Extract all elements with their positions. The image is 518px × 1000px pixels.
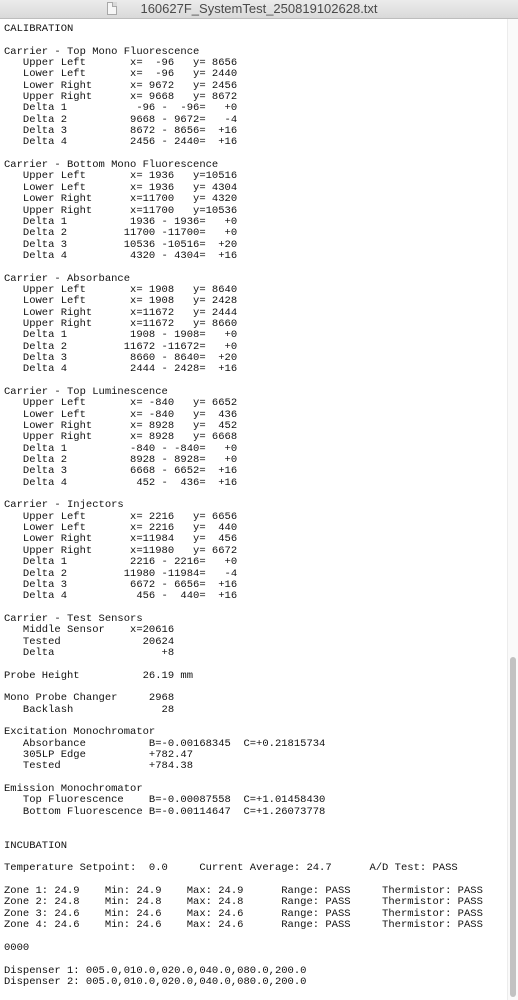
text-line: Delta 1 1908 - 1908= +0 [4, 329, 238, 342]
text-line: Delta 2 8928 - 8928= +0 [4, 454, 238, 467]
text-line: Delta 3 6668 - 6652= +16 [4, 465, 238, 478]
text-editor-area[interactable] [0, 19, 508, 1000]
text-line: Lower Right x= 9672 y= 2456 [4, 79, 238, 92]
text-line: Upper Right x=11980 y= 6672 [4, 544, 238, 557]
text-line: Lower Right x=11700 y= 4320 [4, 193, 238, 206]
vertical-scrollbar[interactable] [507, 19, 518, 1000]
text-line: Delta 2 9668 - 9672= -4 [4, 113, 238, 126]
text-line: Excitation Monochromator [4, 726, 156, 739]
text-line: Upper Left x= 1908 y= 8640 [4, 283, 238, 296]
text-line: Carrier - Absorbance [4, 272, 131, 285]
text-line: Carrier - Injectors [4, 499, 124, 512]
text-line: Delta 1 2216 - 2216= +0 [4, 556, 238, 569]
text-line: Lower Left x= -840 y= 436 [4, 408, 238, 421]
window-titlebar[interactable] [0, 0, 518, 19]
text-line: Dispenser 2: 005.0,010.0,020.0,040.0,080.0,200.0 [4, 975, 307, 988]
text-line: Delta +8 [4, 646, 175, 659]
text-line: Lower Left x= -96 y= 2440 [4, 68, 238, 81]
text-line: Zone 2: 24.8 Min: 24.8 Max: 24.8 Range: PASS Thermistor: PASS [4, 896, 483, 909]
text-line: Lower Right x=11672 y= 2444 [4, 306, 238, 319]
text-line: Delta 1 -96 - -96= +0 [4, 102, 238, 115]
text-line: Upper Right x=11672 y= 8660 [4, 317, 238, 330]
text-line: Delta 1 1936 - 1936= +0 [4, 215, 238, 228]
text-line: Carrier - Top Mono Fluorescence [4, 45, 200, 58]
text-line: INCUBATION [4, 839, 68, 852]
text-line: Mono Probe Changer 2968 [4, 692, 175, 705]
text-line: Carrier - Bottom Mono Fluorescence [4, 159, 219, 172]
text-line: Top Fluorescence B=-0.00087558 C=+1.01458430 [4, 794, 326, 807]
text-line: Lower Right x= 8928 y= 452 [4, 420, 238, 433]
text-line: Zone 4: 24.6 Min: 24.6 Max: 24.6 Range: PASS Thermistor: PASS [4, 919, 483, 932]
text-line: Lower Right x=11984 y= 456 [4, 533, 238, 546]
text-line: Carrier - Test Sensors [4, 612, 143, 625]
text-line: Zone 1: 24.9 Min: 24.9 Max: 24.9 Range: PASS Thermistor: PASS [4, 885, 483, 898]
scrollbar-thumb[interactable] [510, 657, 516, 997]
text-line: Upper Left x= -96 y= 8656 [4, 57, 238, 70]
text-line: Upper Left x= 2216 y= 6656 [4, 510, 238, 523]
text-line: Probe Height 26.19 mm [4, 669, 194, 682]
text-line: Emission Monochromator [4, 783, 143, 796]
text-line: Delta 3 10536 -10516= +20 [4, 238, 238, 251]
text-line: Upper Left x= 1936 y=10516 [4, 170, 238, 183]
text-line: Temperature Setpoint: 0.0 Current Average: 24.7 A/D Test: PASS [4, 862, 458, 875]
text-line: Delta 2 11672 -11672= +0 [4, 340, 238, 353]
text-line: Upper Right x=11700 y=10536 [4, 204, 238, 217]
text-line: Carrier - Top Luminescence [4, 386, 168, 398]
text-line: 0000 [4, 941, 30, 954]
text-line: Delta 1 -840 - -840= +0 [4, 442, 238, 455]
text-line: Bottom Fluorescence B=-0.00114647 C=+1.26073778 [4, 805, 326, 818]
text-line: Delta 4 4320 - 4304= +16 [4, 249, 238, 262]
text-line: Delta 3 8672 - 8656= +16 [4, 125, 238, 138]
text-line: Delta 4 456 - 440= +16 [4, 590, 238, 603]
text-line: Dispenser 1: 005.0,010.0,020.0,040.0,080.0,200.0 [4, 964, 307, 977]
text-line: Backlash 28 [4, 703, 175, 716]
text-line: Lower Left x= 1908 y= 2428 [4, 295, 238, 308]
text-line: Zone 3: 24.6 Min: 24.6 Max: 24.6 Range: PASS Thermistor: PASS [4, 907, 483, 920]
text-line: Tested 20624 [4, 635, 175, 648]
text-line: Upper Right x= 9668 y= 8672 [4, 91, 238, 104]
text-line: Lower Left x= 2216 y= 440 [4, 522, 238, 535]
text-line: Middle Sensor x=20616 [4, 624, 175, 637]
document-text[interactable] [0, 19, 508, 988]
window-title: 160627F_SystemTest_250819102628.txt [140, 1, 378, 16]
text-line: Delta 4 452 - 436= +16 [4, 476, 238, 489]
text-line: CALIBRATION [4, 23, 74, 35]
text-line: Delta 2 11980 -11984= -4 [4, 567, 238, 580]
text-line: Upper Left x= -840 y= 6652 [4, 397, 238, 410]
text-line: Absorbance B=-0.00168345 C=+0.21815734 [4, 737, 326, 750]
text-line: Tested +784.38 [4, 760, 194, 773]
text-line: 305LP Edge +782.47 [4, 749, 194, 761]
text-line: Delta 2 11700 -11700= +0 [4, 227, 238, 240]
text-line: Delta 3 6672 - 6656= +16 [4, 578, 238, 591]
text-line: Delta 4 2456 - 2440= +16 [4, 136, 238, 149]
text-line: Delta 4 2444 - 2428= +16 [4, 363, 238, 376]
text-line: Lower Left x= 1936 y= 4304 [4, 181, 238, 194]
text-line: Upper Right x= 8928 y= 6668 [4, 431, 238, 444]
text-line: Delta 3 8660 - 8640= +20 [4, 351, 238, 364]
